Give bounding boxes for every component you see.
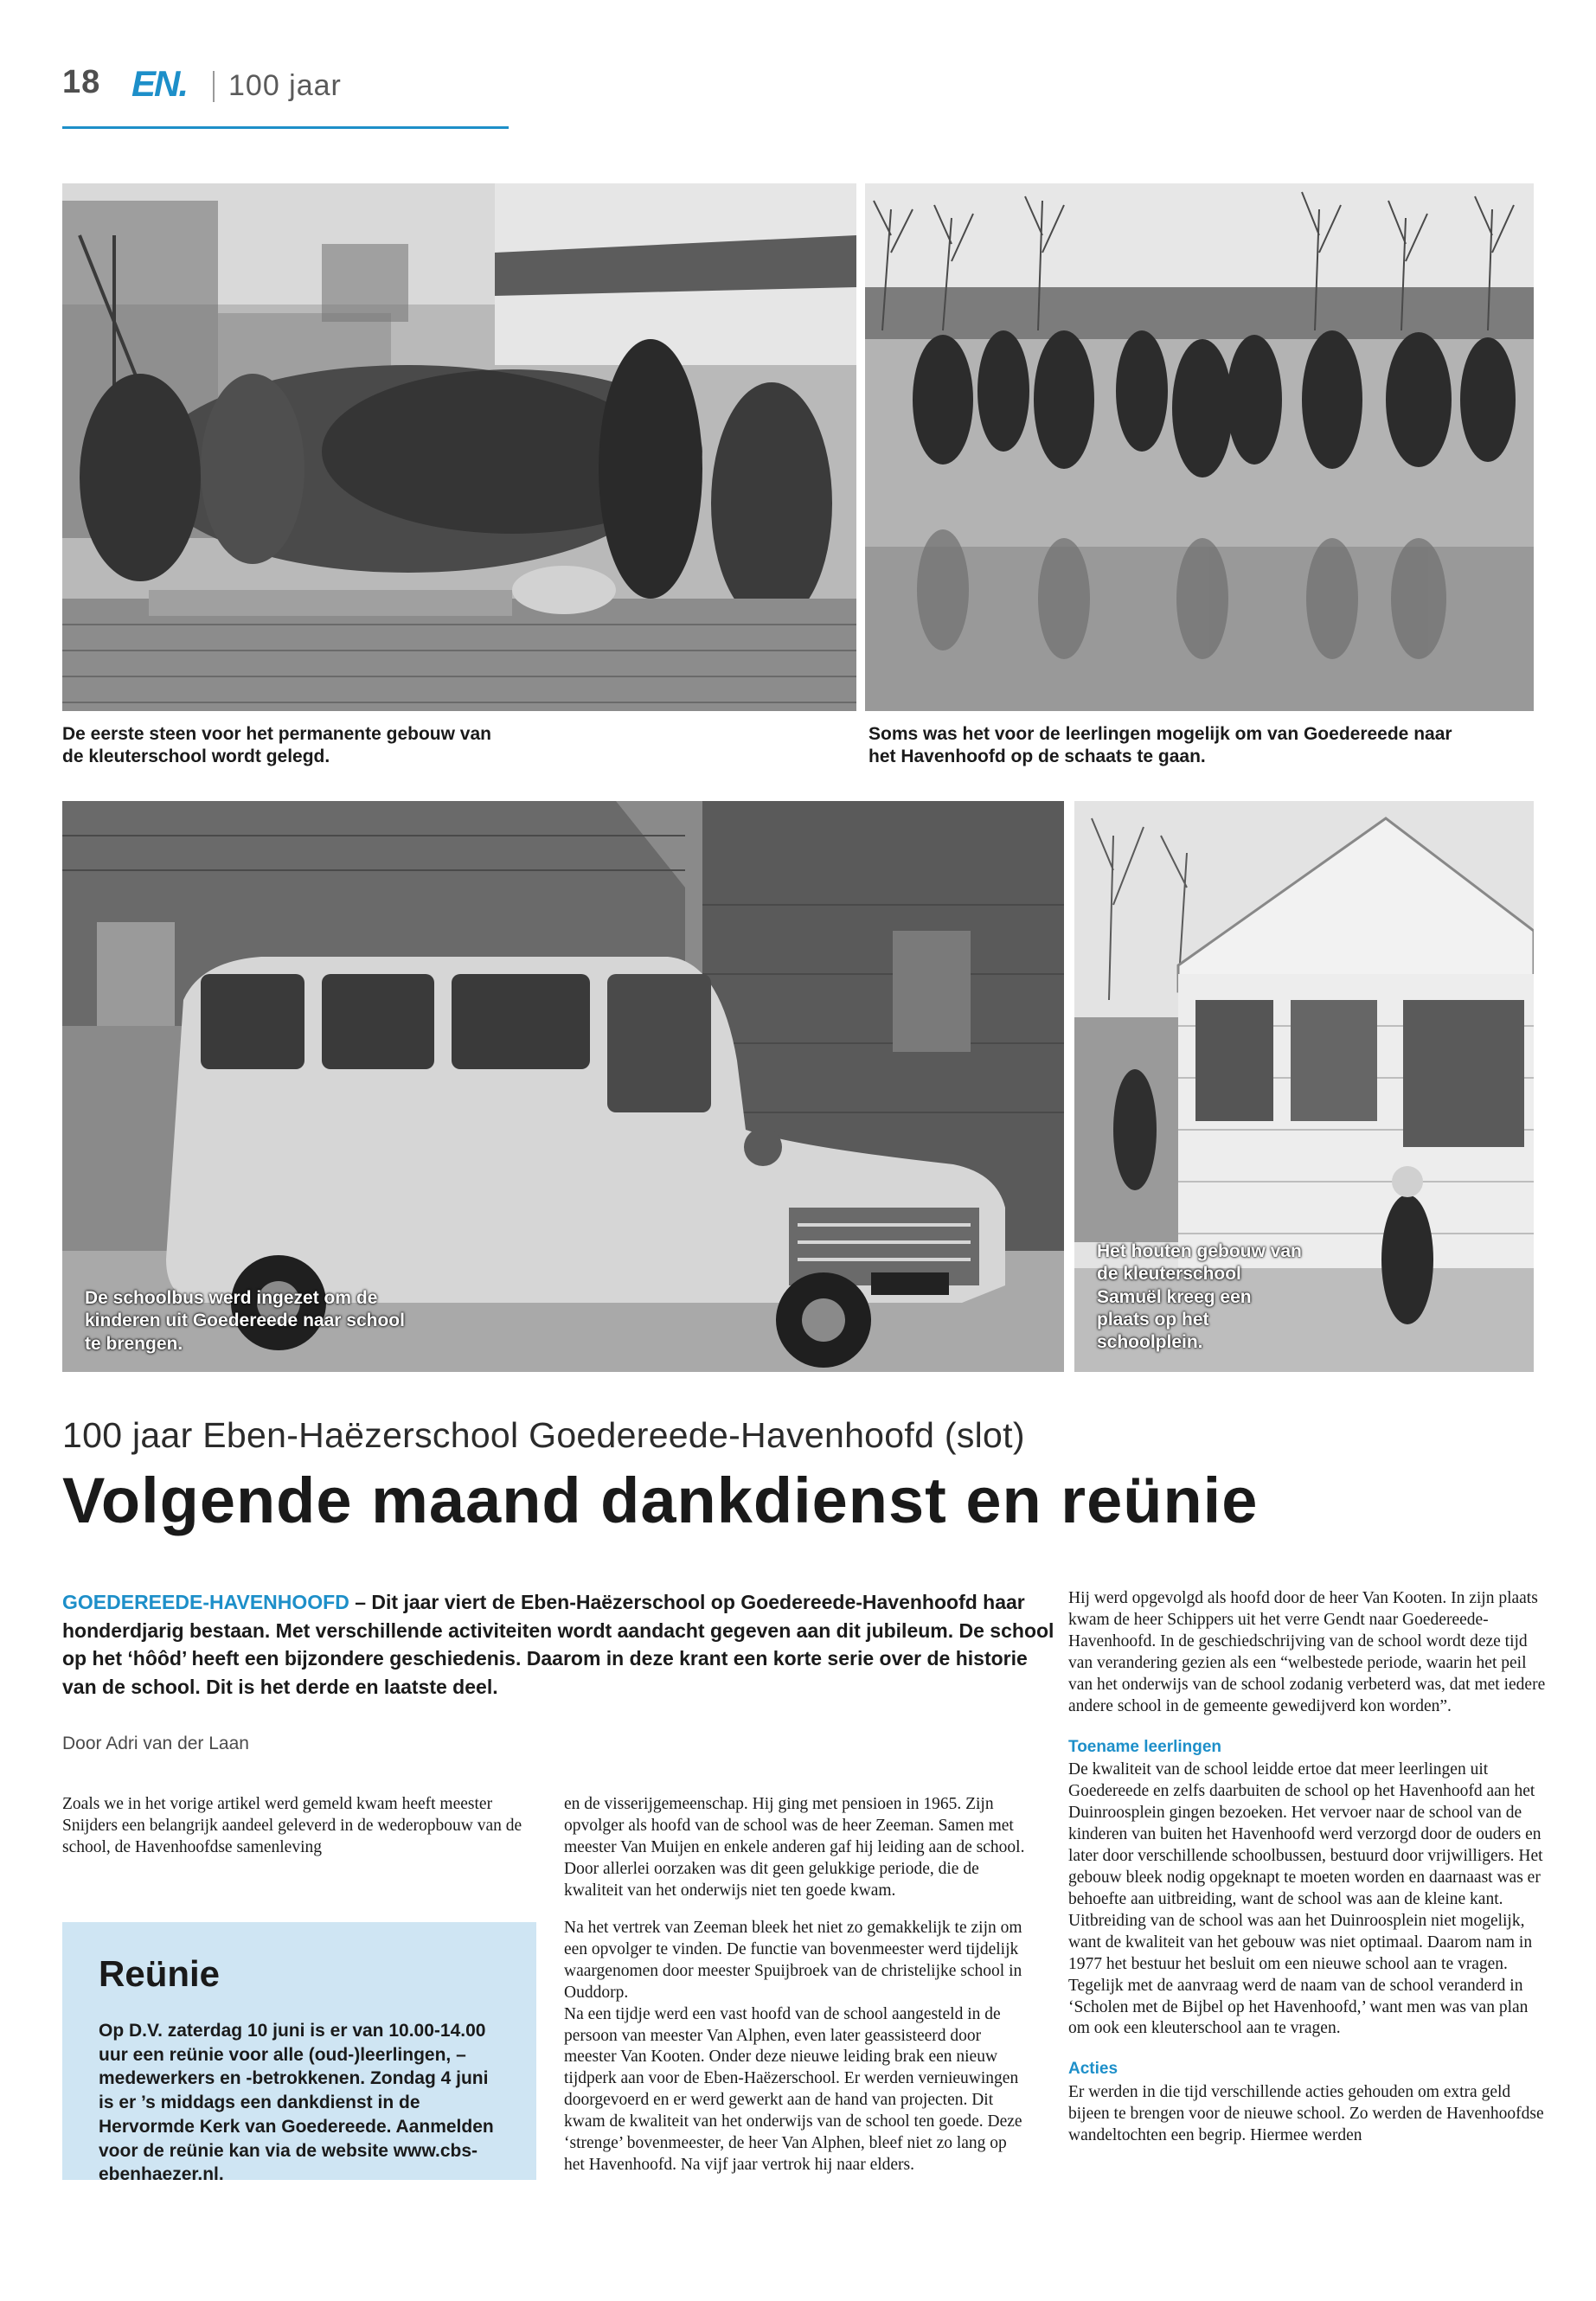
photo-skating: [865, 183, 1534, 711]
dateline: GOEDEREEDE-HAVENHOOFD: [62, 1591, 349, 1613]
article-kicker: 100 jaar Eben-Haëzerschool Goedereede-Havenhoofd (slot): [62, 1415, 1025, 1455]
photo-caption-first-stone: De eerste steen voor het permanente gebouw van de kleuterschool wordt gelegd.: [62, 724, 491, 767]
newspaper-logo[interactable]: EN.: [131, 63, 188, 104]
reunion-info-box: [62, 1922, 536, 2185]
photo-caption-wooden-building: Het houten gebouw van de kleuterschool Samuël kreeg een plaats op het schoolplein.: [1097, 1241, 1302, 1352]
paragraph: De kwaliteit van de school leidde ertoe dat meer leerlingen uit Goedereede en zelfs daarbuiten de school op het Havenhoofd aan het Duinroosplein gingen bezoeken. Het vervoer naar de school van de kinderen van buiten het Havenhoofd werd verzorgd door de ouders en later door verschillende schoolbussen, bestuurd door vrijwilligers. Het gebouw bleek nodig opgeknapt te moeten worden en daarnaast was er behoefte aan uitbreiding, want de school was aan de kleine kant. Uitbreiding van de school was aan het Duinroosplein niet mogelijk, want de kwaliteit van het gebouw was niet optimaal. Daarom nam in 1977 het bestuur het besluit om een nieuwe school aan te vragen. Tegelijk met de aanvraag werd de naam van de school veranderd in ‘Scholen met de Bijbel op het Havenhoofd,’ want men was van plan om ook een kleuterschool aan te vragen.: [1068, 1760, 1543, 2038]
photo-caption-skating: Soms was het voor de leerlingen mogelijk om van Goedereede naar het Havenhoofd op de schaats te gaan.: [869, 724, 1452, 767]
header-separator: [213, 71, 215, 102]
paragraph: Zoals we in het vorige artikel werd gemeld kwam heeft meester Snijders een belangrijk aandeel geleverd in de wederopbouw van de school, de Havenhoofdse samenleving: [62, 1795, 522, 1856]
paragraph: Hij werd opgevolgd als hoofd door de heer Van Kooten. In zijn plaats kwam de heer Schippers uit het verre Gendt naar Goedereede-Havenhoofd. In de geschiedschrijving van de school wordt deze tijd van verandering gezien als een “welbestede periode, waarin het peil van het onderwijs van de school zodanig verbeterd was, dat met iedere andere school in de gemeente gewedijverd kon worden”.: [1068, 1589, 1546, 1715]
article-lead: [62, 1588, 1057, 1702]
article-column-3: [1068, 1588, 1546, 2163]
article-column-2: [564, 1794, 1031, 2192]
photo-school-bus: [62, 801, 1064, 1372]
subhead-acties: Acties: [1068, 2060, 1118, 2079]
paragraph: en de visserijgemeenschap. Hij ging met pensioen in 1965. Zijn opvolger als hoofd van de school was de heer Zeeman. Samen met meester Van Muijen en enkele anderen gaf hij leiding aan de school. Door allerlei oorzaken was dit geen gelukkige periode, die de kwaliteit van het onderwijs niet ten goede kwam.: [564, 1795, 1025, 1900]
paragraph: Er werden in die tijd verschillende acties gehouden om extra geld bijeen te brengen voor de nieuwe school. Zo werden de Havenhoofdse wandeltochten een begrip. Hiermee werden: [1068, 2082, 1544, 2144]
paragraph: Na het vertrek van Zeeman bleek het niet zo gemakkelijk te zijn om een opvolger te vinden. De functie van bovenmeester werd tijdelijk waargenomen door meester Spuijbroek van de christelijke school in Ouddorp.: [564, 1918, 1022, 2002]
byline: Door Adri van der Laan: [62, 1734, 249, 1753]
article-column-1: [62, 1794, 536, 1875]
page-number: 18: [62, 64, 101, 100]
reunion-title: Reünie: [99, 1953, 221, 1994]
article-headline: Volgende maand dankdienst en reünie: [62, 1465, 1259, 1536]
subhead-toename-leerlingen: Toename leerlingen: [1068, 1737, 1222, 1756]
section-title: 100 jaar: [228, 69, 342, 102]
photo-first-stone: [62, 183, 856, 711]
photo-caption-school-bus: De schoolbus werd ingezet om de kinderen uit Goedereede naar school te brengen.: [85, 1288, 405, 1354]
lead-text: – Dit jaar viert de Eben-Haëzerschool op Goedereede-Havenhoofd haar honderdjarig bestaan. Met verschillende activiteiten wordt aandacht gegeven aan dit jubileum. De school op het ‘hôôd’ heeft een bijzondere geschiedenis. Daarom in deze krant een korte serie over de historie van de school. Dit is het derde en laatste deel.: [62, 1591, 1054, 1698]
reunion-text: Op D.V. zaterdag 10 juni is er van 10.00-14.00 uur een reünie voor alle (oud-)leerlingen, – medewerkers en -betrokkenen. Zondag 4 juni is er ’s middags een dankdienst in de Hervormde Kerk van Goedereede. Aanmelden voor de reünie kan via de website www.cbs-ebenhaezer.nl.: [99, 2021, 494, 2185]
paragraph: Na een tijdje werd een vast hoofd van de school aangesteld in de persoon van meester Van Alphen, even later geassisteerd door meester Van Kooten. Onder deze nieuwe leiding brak een nieuw tijdperk aan voor de Eben-Haëzerschool. Er werden vernieuwingen doorgevoerd en er werd gewerkt aan de hand van projecten. Dit kwam de kwaliteit van het onderwijs van de school ten goede. Deze ‘strenge’ bovenmeester, de heer Van Alphen, bleef niet zo lang op het Havenhoofd. Na vijf jaar vertrok hij naar elders.: [564, 2004, 1022, 2175]
header-rule: [62, 126, 509, 129]
